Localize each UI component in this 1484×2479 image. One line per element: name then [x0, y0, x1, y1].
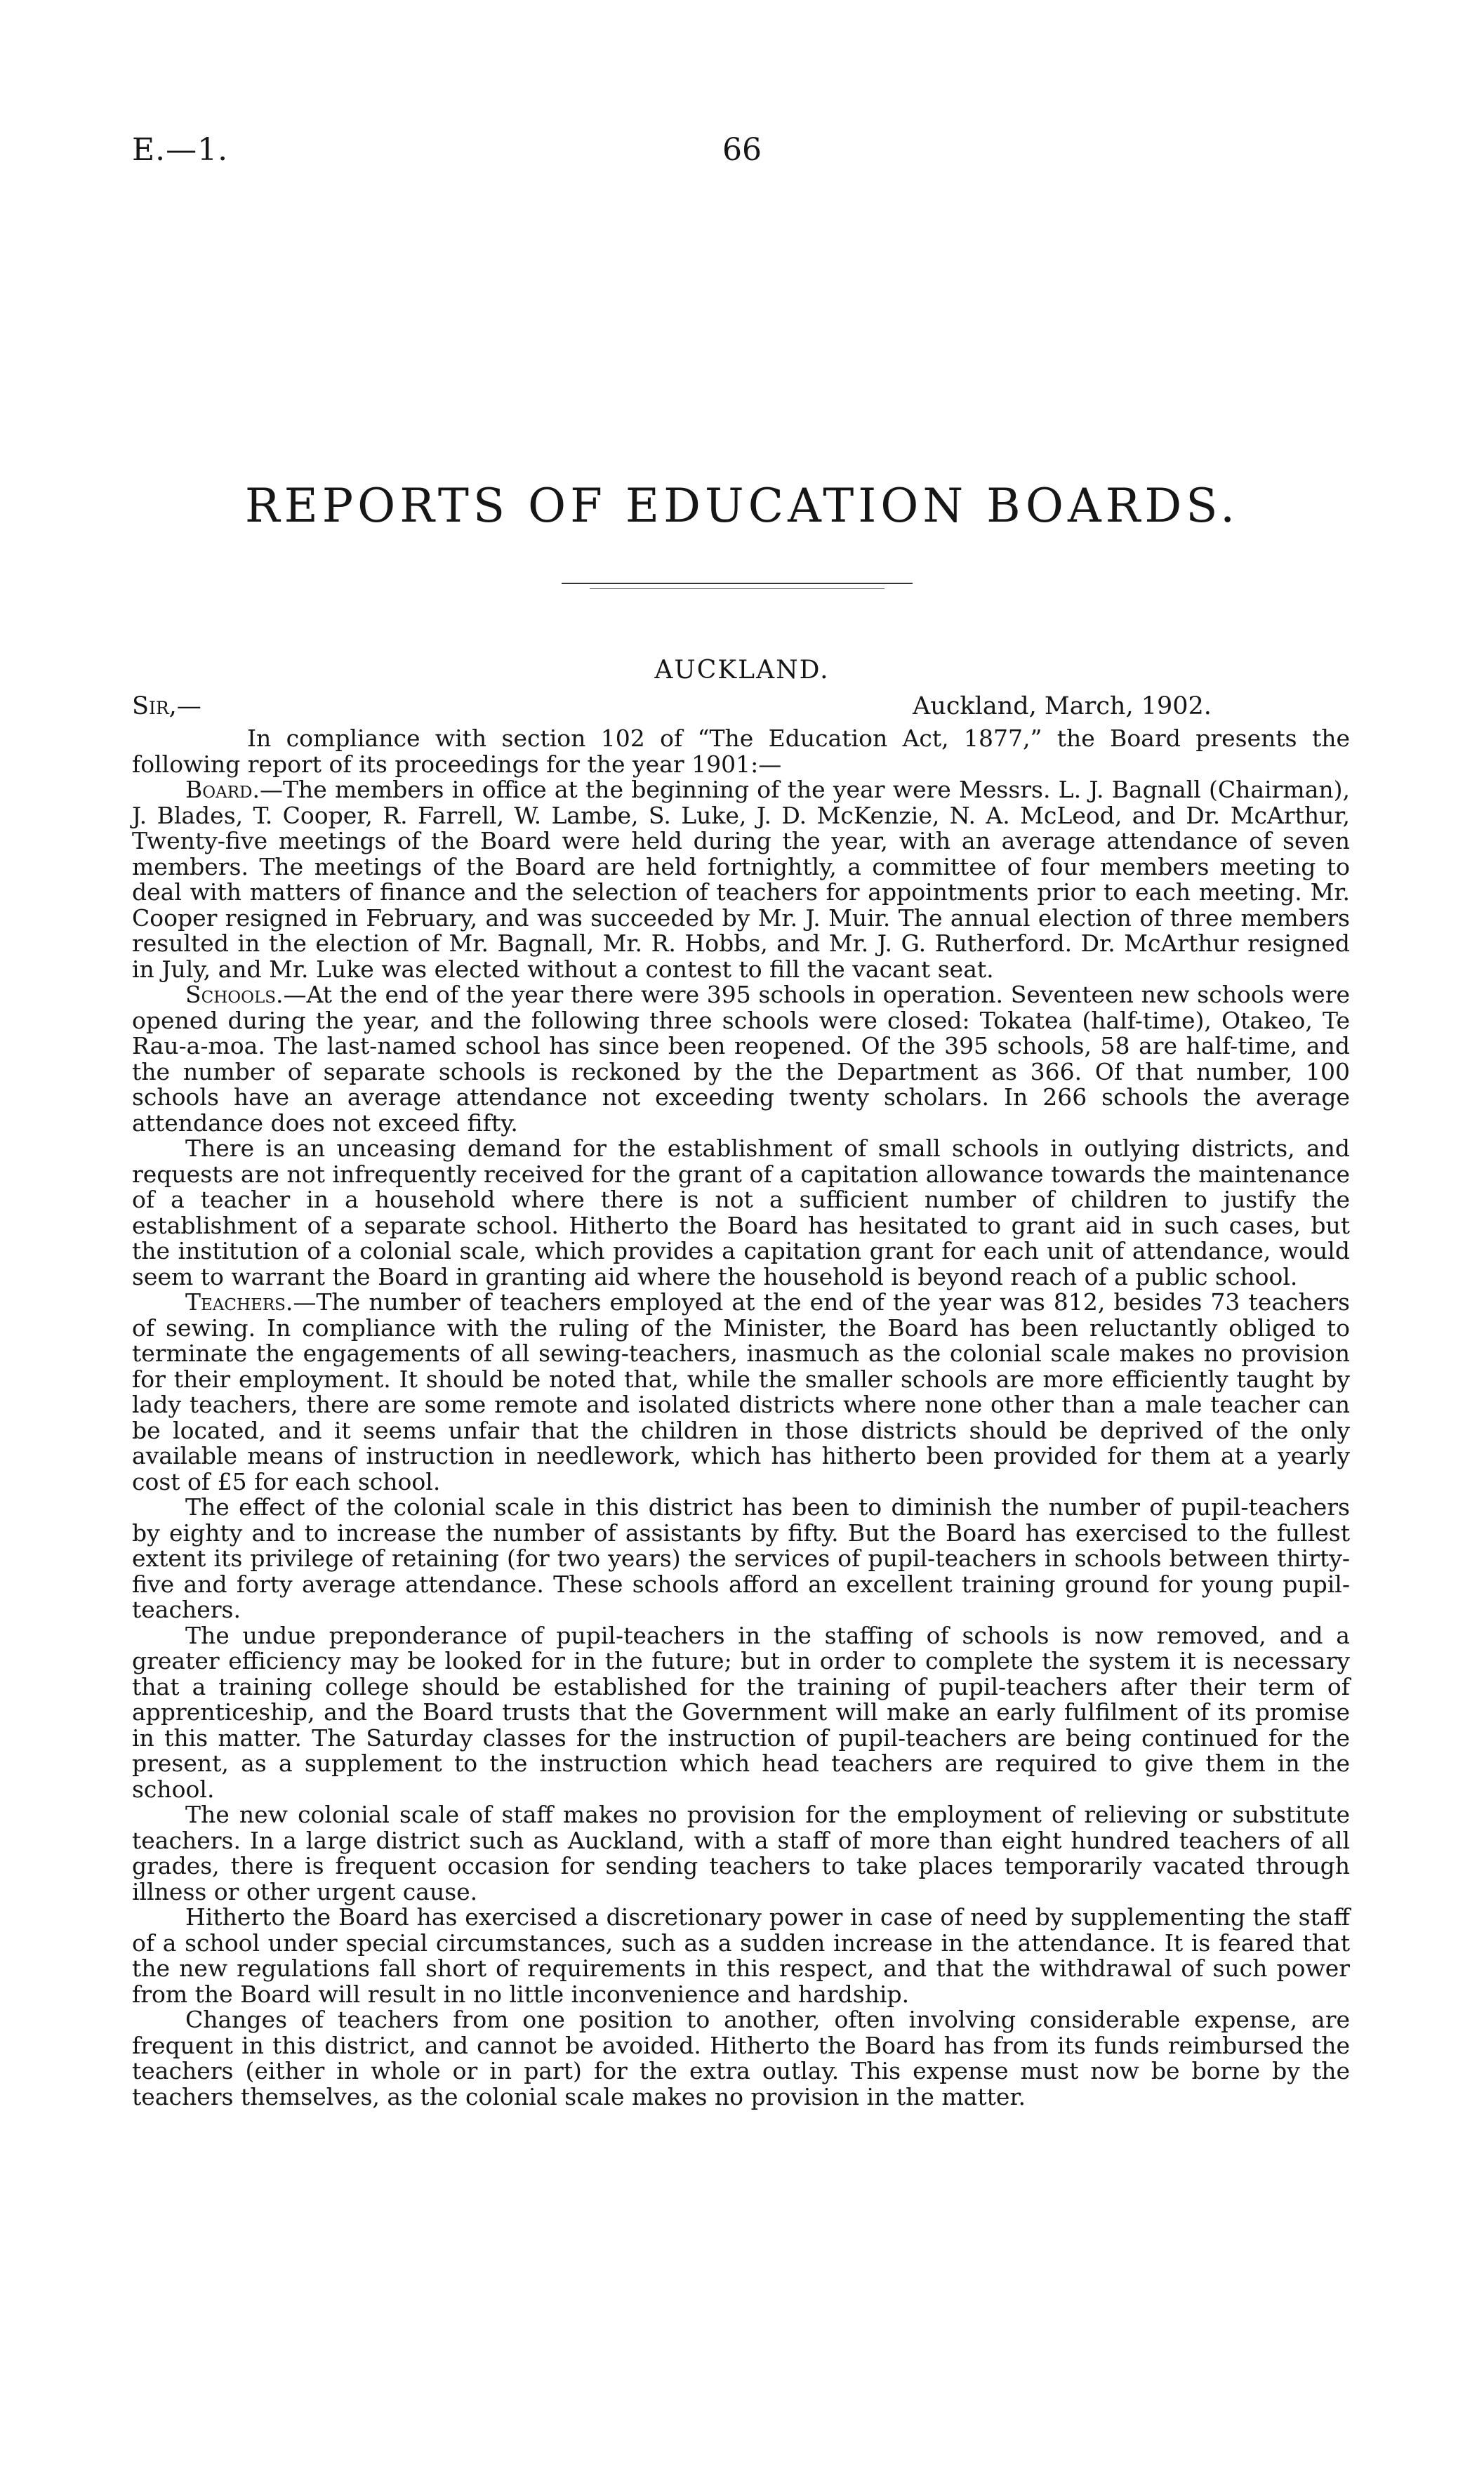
paragraph-text: The undue preponderance of pupil-teachers in the staffing of schools is now removed, and a greater efficiency may be looked for in the future; but in order to complete the system it is necessary that a training college should be established for the training of pupil-teachers after their term of apprenticeship, and the Board trusts that the Government will make an early fulfilment of its promise in this matter. The Saturday classes for the instruction of pupil-teachers are being continued for the present, as a supplement to the instruction which head teachers are required to give them in the school. [132, 1621, 1350, 1803]
paragraph [132, 1905, 1350, 2007]
title-rule-secondary [590, 588, 885, 589]
page-title: REPORTS OF EDUCATION BOARDS. [244, 479, 1240, 533]
paragraph [132, 1495, 1350, 1623]
paragraph-text: —The members in office at the beginning of the year were Messrs. L. J. Bagnall (Chairman), J. Blades, T. Cooper, R. Farrell, W. Lambe, S. Luke, J. D. McKenzie, N. A. McLeod, and Dr. McArthur, Twenty-five meetings of the Board were held during the year, with an average attendance of seven members. The meetings of the Board are held fortnightly, a committee of four members meeting to deal with matters of finance and the selection of teachers for appointments prior to each meeting. Mr. Cooper resigned in February, and was succeeded by Mr. J. Muir. The annual election of three members resulted in the election of Mr. Bagnall, Mr. R. Hobbs, and Mr. J. G. Rutherford. Dr. McArthur resigned in July, and Mr. Luke was elected without a contest to fill the vacant seat. [132, 776, 1350, 983]
paragraph [132, 777, 1350, 982]
page-number: 66 [722, 132, 762, 168]
paragraph-text: In compliance with section 102 of “The Education Act, 1877,” the Board presents the following report of its proceedings for the year 1901:— [132, 725, 1350, 778]
paragraph-heading: Teachers. [185, 1288, 293, 1316]
paragraph-heading: Board. [185, 776, 260, 803]
paragraph [132, 982, 1350, 1136]
paragraph-text: Changes of teachers from one position to another, often involving considerable expense, are frequent in this district, and cannot be avoided. Hitherto the Board has from its funds reimbursed the teachers (either in whole or in part) for the extra outlay. This expense must now be borne by the teachers themselves, as the colonial scale makes no provision in the matter. [132, 2006, 1350, 2110]
paragraph-text: There is an unceasing demand for the establishment of small schools in outlying districts, and requests are not infrequently received for the grant of a capitation allowance towards the maintenance of a teacher in a household where there is not a sufficient number of children to justify the establishment of a separate school. Hitherto the Board has hesitated to grant aid in such cases, but the institution of a colonial scale, which provides a capitation grant for each unit of attendance, would seem to warrant the Board in granting aid where the household is beyond reach of a public school. [132, 1135, 1350, 1290]
section-heading: AUCKLAND. [654, 656, 830, 685]
paragraph-text: Hitherto the Board has exercised a discretionary power in case of need by supplementing the staff of a school under special circumstances, such as a sudden increase in the attendance. It is feared that the new regulations fall short of requirements in this respect, and that the withdrawal of such power from the Board will result in no little inconvenience and hardship. [132, 1903, 1350, 2008]
report-body [132, 726, 1350, 2110]
paragraph-text: The new colonial scale of staff makes no provision for the employment of relieving or substitute teachers. In a large district such as Auckland, with a staff of more than eight hundred teachers of all grades, there is frequent occasion for sending teachers to take places temporarily vacated through illness or other urgent cause. [132, 1801, 1350, 1905]
paragraph [132, 1136, 1350, 1290]
paragraph [132, 1802, 1350, 1905]
paragraph-text: The effect of the colonial scale in this district has been to diminish the number of pupil-teachers by eighty and to increase the number of assistants by fifty. But the Board has exercised to the fullest extent its privilege of retaining (for two years) the services of pupil-teachers in schools between thirty-five and forty average attendance. These schools afford an excellent training ground for young pupil-teachers. [132, 1493, 1350, 1623]
dateline: Auckland, March, 1902. [913, 692, 1212, 720]
paragraph [132, 2007, 1350, 2110]
paragraph [132, 726, 1350, 777]
salutation: Sir,— [132, 692, 201, 720]
paragraph [132, 1290, 1350, 1495]
header-reference: E.—1. [132, 132, 229, 168]
title-rule [562, 583, 913, 584]
paragraph-text: —At the end of the year there were 395 schools in operation. Seventeen new schools were opened during the year, and the following three schools were closed: Tokatea (half-time), Otakeo, Te Rau-a-moa. The last-named school has since been reopened. Of the 395 schools, 58 are half-time, and the number of separate schools is reckoned by the the Department as 366. Of that number, 100 schools have an average attendance not exceeding twenty scholars. In 266 schools the average attendance does not exceed fifty. [132, 981, 1350, 1137]
paragraph [132, 1623, 1350, 1803]
paragraph-heading: Schools. [185, 981, 284, 1008]
paragraph-text: —The number of teachers employed at the end of the year was 812, besides 73 teachers of sewing. In compliance with the ruling of the Minister, the Board has been reluctantly obliged to terminate the engagements of all sewing-teachers, inasmuch as the colonial scale makes no provision for their employment. It should be noted that, while the smaller schools are more efficiently taught by lady teachers, there are some remote and isolated districts where none other than a male teacher can be located, and it seems unfair that the children in those districts should be deprived of the only available means of instruction in needlework, which has hitherto been provided for them at a yearly cost of £5 for each school. [132, 1288, 1350, 1495]
